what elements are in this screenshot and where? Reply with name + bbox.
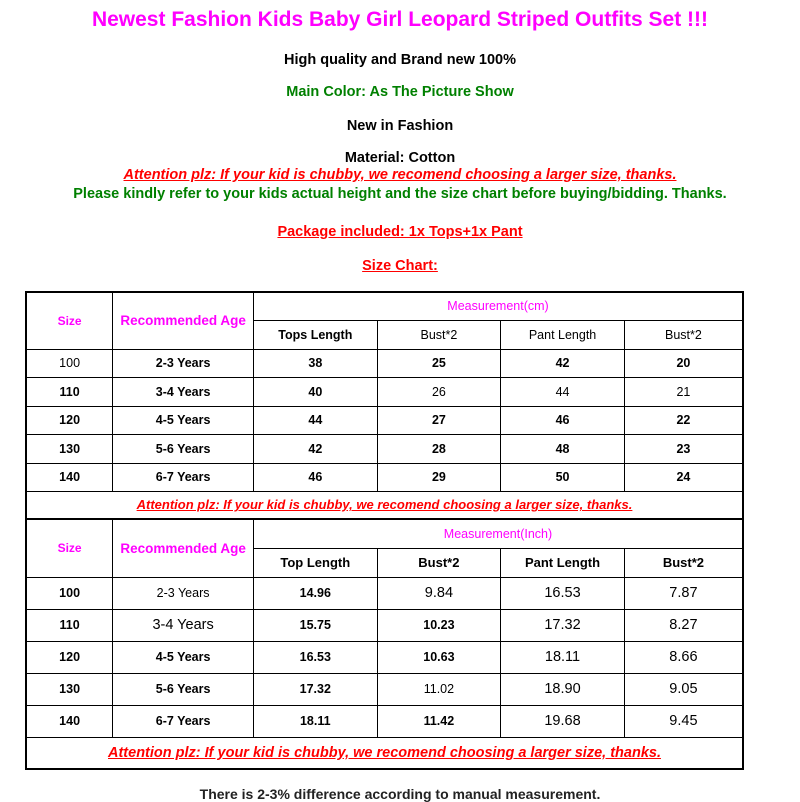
value-cell: 14.96: [253, 577, 377, 609]
value-cell: 21: [624, 377, 743, 406]
attention-line: Attention plz: If your kid is chubby, we recomend choosing a larger size, thanks.: [123, 167, 677, 183]
value-cell: 40: [254, 377, 378, 406]
page-title: Newest Fashion Kids Baby Girl Leopard Striped Outfits Set !!!: [91, 8, 709, 31]
value-cell: 24: [624, 463, 743, 491]
value-cell: 25: [377, 349, 501, 377]
age-cell: 4-5 Years: [113, 641, 254, 673]
size-cell: 110: [26, 609, 113, 641]
size-cell: 100: [26, 349, 113, 377]
value-cell: 29: [377, 463, 501, 491]
table-row: [26, 463, 743, 491]
value-cell: 50: [501, 463, 625, 491]
value-cell: 42: [501, 349, 625, 377]
column-header: Bust*2: [624, 548, 743, 577]
value-cell: 16.53: [501, 577, 625, 609]
value-cell: 10.63: [377, 641, 501, 673]
value-cell: 18.90: [501, 673, 625, 705]
size-header: Size: [26, 519, 113, 577]
column-header: Bust*2: [624, 320, 743, 349]
table-row: [26, 349, 743, 377]
material-line: Material: Cotton: [344, 150, 456, 166]
package-line: Package included: 1x Tops+1x Pant: [277, 224, 523, 240]
value-cell: 8.27: [624, 609, 743, 641]
value-cell: 9.84: [377, 577, 501, 609]
table-row: [26, 577, 743, 609]
refer-line: Please kindly refer to your kids actual height and the size chart before buying/bidding. Thanks.: [73, 186, 727, 202]
new-fashion-line: New in Fashion: [346, 118, 454, 134]
value-cell: 15.75: [253, 609, 377, 641]
age-cell: 3-4 Years: [113, 609, 254, 641]
value-cell: 18.11: [253, 705, 377, 737]
size-cell: 120: [26, 406, 113, 434]
value-cell: 42: [254, 434, 378, 463]
size-cell: 130: [26, 434, 113, 463]
value-cell: 44: [254, 406, 378, 434]
age-cell: 3-4 Years: [113, 377, 254, 406]
table-row: [26, 434, 743, 463]
value-cell: 11.02: [377, 673, 501, 705]
value-cell: 9.05: [624, 673, 743, 705]
size-cell: 140: [26, 705, 113, 737]
size-table-cm: [25, 291, 744, 520]
value-cell: 23: [624, 434, 743, 463]
size-header: Size: [26, 292, 113, 349]
value-cell: 7.87: [624, 577, 743, 609]
column-header: Tops Length: [254, 320, 378, 349]
size-cell: 100: [26, 577, 113, 609]
age-cell: 2-3 Years: [113, 577, 254, 609]
value-cell: 16.53: [253, 641, 377, 673]
value-cell: 8.66: [624, 641, 743, 673]
age-cell: 5-6 Years: [113, 434, 254, 463]
value-cell: 46: [254, 463, 378, 491]
value-cell: 9.45: [624, 705, 743, 737]
table-row: [26, 406, 743, 434]
size-cell: 120: [26, 641, 113, 673]
column-header: Top Length: [253, 548, 377, 577]
column-header: Pant Length: [501, 320, 625, 349]
chubby-note: Attention plz: If your kid is chubby, we recomend choosing a larger size, thanks.: [26, 491, 743, 519]
value-cell: 10.23: [377, 609, 501, 641]
column-header: Pant Length: [501, 548, 625, 577]
age-cell: 4-5 Years: [113, 406, 254, 434]
value-cell: 28: [377, 434, 501, 463]
age-cell: 6-7 Years: [113, 705, 254, 737]
measurement-footnote: There is 2-3% difference according to manual measurement.: [199, 786, 601, 802]
age-header: Recommended Age: [113, 292, 254, 349]
measurement-header: Measurement(cm): [254, 292, 743, 320]
column-header: Bust*2: [377, 548, 501, 577]
main-color-line: Main Color: As The Picture Show: [286, 84, 514, 100]
quality-line: High quality and Brand new 100%: [283, 52, 517, 68]
size-cell: 130: [26, 673, 113, 705]
measurement-header: Measurement(Inch): [253, 519, 743, 548]
value-cell: 19.68: [501, 705, 625, 737]
size-cell: 140: [26, 463, 113, 491]
age-header: Recommended Age: [113, 519, 254, 577]
value-cell: 11.42: [377, 705, 501, 737]
size-table-inch: [25, 518, 744, 770]
table-row: [26, 673, 743, 705]
value-cell: 20: [624, 349, 743, 377]
value-cell: 17.32: [501, 609, 625, 641]
value-cell: 18.11: [501, 641, 625, 673]
value-cell: 27: [377, 406, 501, 434]
size-chart-label: Size Chart:: [362, 258, 438, 274]
value-cell: 48: [501, 434, 625, 463]
table-row: [26, 705, 743, 737]
value-cell: 46: [501, 406, 625, 434]
value-cell: 17.32: [253, 673, 377, 705]
table-row: [26, 641, 743, 673]
table-row: [26, 377, 743, 406]
value-cell: 22: [624, 406, 743, 434]
age-cell: 5-6 Years: [113, 673, 254, 705]
column-header: Bust*2: [377, 320, 501, 349]
age-cell: 2-3 Years: [113, 349, 254, 377]
table-row: [26, 609, 743, 641]
value-cell: 44: [501, 377, 625, 406]
size-cell: 110: [26, 377, 113, 406]
value-cell: 38: [254, 349, 378, 377]
value-cell: 26: [377, 377, 501, 406]
chubby-note: Attention plz: If your kid is chubby, we recomend choosing a larger size, thanks.: [26, 737, 743, 769]
age-cell: 6-7 Years: [113, 463, 254, 491]
